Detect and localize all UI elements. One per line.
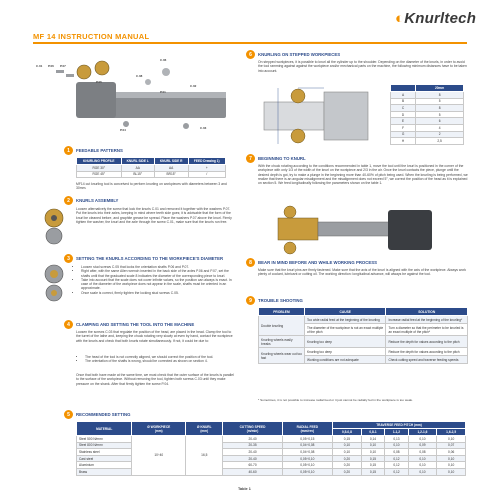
- part-label-p06: P.06: [48, 64, 54, 68]
- part-label-c01: C.01: [36, 64, 43, 68]
- table-cell: H: [391, 138, 416, 145]
- table-cell: Knurling too deep: [304, 336, 386, 348]
- recommended-setting-table: [76, 421, 466, 476]
- table-cell: 2,5: [416, 138, 464, 145]
- table-header-row: [77, 422, 466, 429]
- table-cell: RGE 30°: [77, 165, 122, 172]
- table-cell: Steel 800 N/mm²: [77, 442, 132, 449]
- table-cell: Brass: [77, 468, 132, 475]
- table-header-row: [391, 85, 464, 92]
- table-header: 1-1,2: [385, 429, 408, 436]
- page-title: MF 14 INSTRUCTION MANUAL: [33, 32, 150, 41]
- table-row: [391, 124, 464, 131]
- section-number: 6: [246, 50, 255, 59]
- trouble-shooting-table: [258, 307, 468, 364]
- table-header: [186, 422, 223, 436]
- table-cell: 0,10: [437, 455, 466, 462]
- table-cell: C: [391, 105, 416, 112]
- table-cell: 0,08: [385, 449, 408, 456]
- table-cell: 0,15: [361, 462, 384, 469]
- settings-table-body: [77, 436, 466, 476]
- list-item: • Take into account that the scale does not cover infinite values, so the position can always is exact. In case of the diameter of the workpiece does not appear in the scale, shafts must be oriented in an approximate.: [81, 278, 236, 291]
- table-cell: Check cutting speed and traverse feeding speeds: [386, 356, 468, 364]
- table-cell: 0,04÷0,08: [282, 442, 333, 449]
- part-label-p04: P.04: [120, 128, 126, 132]
- table-cell: A: [391, 92, 416, 99]
- table-cell: 20-35: [223, 442, 282, 449]
- table-cell: Knurling wheels wear out too fast: [259, 348, 305, 364]
- table-header: [282, 422, 333, 436]
- table-cell: 0,10: [408, 455, 437, 462]
- section-4-list: [80, 355, 236, 364]
- section-number: 2: [64, 196, 73, 205]
- table-row: [391, 98, 464, 105]
- section-7-body: With the chuck rotating according to the conditions recommended in table 1, move the tool until the knurl is positioned in the corner of the workpiece with only 1/3 of the width of the knurl on the workpiece and 2/3 in the air. Once the knurl contacts the piece, plunge until the desired depth is got, try to make a plunge in the beginning more than 40-60% of pitch being used. When the knurling is being performed, we realize that there is an angular misalignment and the misalignment does not exceed 5°, we correct the position of the head as it is explained on section 5. We feed longitudinally following the parameters shown on the table 1.: [258, 164, 468, 186]
- table-cell: 0,10: [385, 442, 408, 449]
- section-title: KNURLING ON STEPPED WORKPIECES: [258, 52, 341, 57]
- table-cell: 0,05÷0,10: [282, 462, 333, 469]
- table-cell: The diameter of the workpiece is not an exact multiple of the pitch: [304, 324, 386, 336]
- table-cell: 16,5: [186, 436, 223, 476]
- section-6-body: On stepped workpieces, it is possible to knurl all the cylinder up to the shoulder. Depending on the diameter of the knurls, in order to avoid the tool ramming against against the workpiece and/or mechanical parts on the machine, the following minimum distances have to be taken into account.: [258, 60, 467, 73]
- header-unit: (mm): [154, 428, 163, 433]
- part-label-p05: P.05: [96, 80, 102, 84]
- section-9-heading: [246, 296, 303, 305]
- header-label: RADIAL FEED: [296, 424, 319, 429]
- table-cell: RGE 45°: [77, 171, 122, 178]
- table-cell: BL15°: [121, 171, 154, 178]
- table-cell: 0,13: [385, 436, 408, 443]
- table-cell: E: [391, 118, 416, 125]
- table-cell: /: [188, 171, 225, 178]
- list-item: • Once scale is correct, firmly tighten the locking stud screws C.05.: [81, 291, 236, 295]
- part-label-c03: C.03: [200, 126, 207, 130]
- table-cell: 5: [416, 111, 464, 118]
- table-cell: 4: [416, 124, 464, 131]
- table-header: MATERIAL: [77, 422, 132, 436]
- table-header-row: [259, 308, 468, 316]
- table-cell: 0,10: [408, 468, 437, 475]
- table-cell: 0,05÷0,10: [282, 455, 333, 462]
- table-cell: 0,05÷0,10: [282, 468, 333, 475]
- list-item: • Loosen stud screws C.05 that locks the orientation shafts P.06 and P.07.: [81, 265, 236, 269]
- section-1-body: MF14 cut knurling tool is conceived to perform knurling on workpieces with diameters between 3 and 30mm.: [76, 182, 227, 191]
- table-cell: G: [391, 131, 416, 138]
- part-label-p07: P.07: [60, 64, 66, 68]
- section-title: RECOMMENDED SETTING: [76, 412, 131, 417]
- min-distance-table: [390, 84, 464, 145]
- table-row: [77, 165, 226, 172]
- table-cell: 8: [416, 92, 464, 99]
- table-cell: 0,10: [408, 436, 437, 443]
- header-label: CUTTING SPEED: [239, 424, 266, 429]
- table-cell: BR15°: [154, 171, 188, 178]
- table-cell: Steel 500 N/mm²: [77, 436, 132, 443]
- table-caption: Table 1: [238, 487, 251, 491]
- table-cell: 6: [416, 118, 464, 125]
- table-row: [391, 138, 464, 145]
- table-header: 0,5-0,8: [333, 429, 362, 436]
- table-row: [77, 436, 466, 443]
- list-item: • The orientation of the shafts is wrong, should be corrected as shown on section 4.: [85, 359, 236, 363]
- table-cell: Too wide radial feed at the beginning of the knurling: [304, 316, 386, 324]
- header-rule: [33, 42, 467, 44]
- header-unit: (m/min): [246, 428, 259, 433]
- section-title: BEAR IN MIND BEFORE AND WHILE WORKING PROCESS: [258, 260, 377, 265]
- table-cell: 0,12: [385, 468, 408, 475]
- table-cell: 0,10: [408, 462, 437, 469]
- trouble-shooting-note: * Sometimes, it is not possible to increase radial feed or it just cannot be radially fed in the workpiece is too weak.: [258, 398, 413, 402]
- table-header: TRAVERSE FEED PITCH (mm): [333, 422, 466, 429]
- table-cell: 0,10: [333, 442, 362, 449]
- table-cell: Turn a diameter so that the perimeter to be knurled is an exact multiple of the pitch*: [386, 324, 468, 336]
- table-cell: AA: [121, 165, 154, 172]
- list-item: • Right after, with the same Allen wrench inserted in the back side of the axles P.06 and P.07, set the shafts until that the graduated scale 8 indicates the diameter of the corresponding piece to knurl.: [81, 269, 236, 278]
- section-2-body: Loosen alternatively the screw that lock the knurls C.01 and removed it together with the washers P.07. Put the knurls into their axles, keeping in mind where teeth side goes; it is advisable that the form of the knurl be cleaned before, and graphite grease be spread. Place the washers P.07 above the knurl. Firmly tighten the washer, the knurl and the axle through the screw C.01, make sure that the knurls run free.: [76, 207, 232, 224]
- section-7-heading: [246, 154, 306, 163]
- section-6-heading: [246, 50, 340, 59]
- section-number: 1: [64, 146, 73, 155]
- table-cell: 0,14: [361, 436, 384, 443]
- table-cell: F: [391, 124, 416, 131]
- logo-text: Knurltech: [404, 10, 477, 27]
- table-cell: 0,12: [385, 462, 408, 469]
- table-row: [259, 348, 468, 356]
- table-cell: 5: [416, 98, 464, 105]
- knurling-start-illustration: [268, 204, 448, 256]
- table-cell: Knurling too deep: [304, 348, 386, 356]
- table-row: [391, 118, 464, 125]
- section-number: 9: [246, 296, 255, 305]
- table-cell: Cast steel: [77, 455, 132, 462]
- table-header: KNURLING PROFILE: [77, 158, 122, 165]
- stepped-workpiece-diagram: [258, 84, 378, 146]
- table-cell: 0,20: [333, 455, 362, 462]
- table-cell: Increase radial feed at the beginning of the knurling*: [386, 316, 468, 324]
- section-2-heading: [64, 196, 118, 205]
- section-3-list: [76, 265, 236, 295]
- table-cell: AA: [154, 165, 188, 172]
- table-cell: Reduce the depth for values according to the pitch: [386, 336, 468, 348]
- scale-setting-illustration: [40, 262, 70, 302]
- section-number: 7: [246, 154, 255, 163]
- logo-mark: ◐: [395, 10, 405, 27]
- section-5-heading: [64, 410, 130, 419]
- part-label-c08: C.08: [136, 74, 143, 78]
- table-cell: Aluminium: [77, 462, 132, 469]
- section-title: BEGINNING TO KNURL: [258, 156, 306, 161]
- table-cell: Stainless steel: [77, 449, 132, 456]
- section-title: CLAMPING AND SETTING THE TOOL INTO THE MACHINE: [76, 322, 195, 327]
- table-cell: 20-40: [223, 455, 282, 462]
- section-title: KNURLS ASSEMBLY: [76, 198, 119, 203]
- table-cell: 60-70: [223, 462, 282, 469]
- table-header: 1,2-1,6: [408, 429, 437, 436]
- table-header: SOLUTION: [386, 308, 468, 316]
- table-row: [77, 171, 226, 178]
- table-cell: 0,05÷0,15: [282, 436, 333, 443]
- section-number: 3: [64, 254, 73, 263]
- table-header: KNURL SIDE R: [154, 158, 188, 165]
- table-header: 1,6-2,5: [437, 429, 466, 436]
- table-cell: 0,04÷0,08: [282, 449, 333, 456]
- table-row: [259, 316, 468, 324]
- table-cell: 0,10: [361, 449, 384, 456]
- table-cell: 0,10: [361, 442, 384, 449]
- knurltech-logo: [395, 10, 476, 27]
- table-cell: 0,15: [333, 436, 362, 443]
- part-label-p01: P.01: [160, 90, 166, 94]
- table-header-row: [77, 158, 226, 165]
- table-cell: 0,10: [437, 462, 466, 469]
- table-cell: 8: [416, 105, 464, 112]
- section-title: FEEDABLE PATTERNS: [76, 148, 123, 153]
- table-cell: Working conditions are not adequate: [304, 356, 386, 364]
- table-header: 20mm: [416, 85, 464, 92]
- table-cell: 0,20: [333, 462, 362, 469]
- table-cell: B: [391, 98, 416, 105]
- table-cell: 0,20: [333, 468, 362, 475]
- table-header: KNURL SIDE L: [121, 158, 154, 165]
- list-item: • The head of the tool is not correctly aligned, we should correct the position of the tool.: [85, 355, 236, 359]
- section-title: SETTING THE KNURLS ACCORDING TO THE WORKPIECE'S DIAMETER: [76, 256, 224, 261]
- knurl-assembly-illustration: [40, 206, 70, 246]
- section-number: 5: [64, 410, 73, 419]
- section-title: TROUBLE SHOOTING: [258, 298, 303, 303]
- table-cell: 10÷40: [132, 436, 186, 476]
- table-cell: Reduce the depth for values according to the pitch: [386, 348, 468, 356]
- table-cell: Knurling wheels easily breaks: [259, 336, 305, 348]
- table-header: [132, 422, 186, 436]
- part-label-c06: C.06: [160, 58, 167, 62]
- table-header: [223, 422, 282, 436]
- table-cell: 40-60: [223, 468, 282, 475]
- table-cell: 2: [416, 131, 464, 138]
- table-cell: Double knurling: [259, 316, 305, 336]
- table-cell: 0,08: [408, 449, 437, 456]
- section-8-heading: [246, 258, 377, 267]
- table-cell: 0,07: [437, 442, 466, 449]
- table-cell: 0,10: [437, 468, 466, 475]
- table-header: [391, 85, 416, 92]
- table-header: PROBLEM: [259, 308, 305, 316]
- section-4-body-2: Once that both have made at the same time, we must check that the outer surface of the knurls is parallel to the surface of the workpiece. Without removing the tool, tighten both screws C.03 until they make pressure on the shank. After that firmly tighten the screw P.04.: [76, 373, 234, 386]
- section-number: 8: [246, 258, 255, 267]
- table-header: FEED Drawing 1): [188, 158, 225, 165]
- table-cell: D: [391, 111, 416, 118]
- table-row: [391, 92, 464, 99]
- section-4-heading: [64, 320, 194, 329]
- section-3-heading: [64, 254, 223, 263]
- header-unit: (mm/rev): [300, 428, 315, 433]
- section-8-body: Make sure that the knurl pins are firmly fastened. Make sure that the axis of the knurl is aligned with the axis of the workpiece. Always work plenty of coolant, lubricant or cutting oil. The working direction: longitudinal advance, will always be against the tool.: [258, 268, 467, 277]
- table-cell: 0,09: [408, 442, 437, 449]
- table-cell: +: [188, 165, 225, 172]
- table-header: 0,8-1: [361, 429, 384, 436]
- table-row: [391, 131, 464, 138]
- header-label: Ø KNURL: [197, 424, 212, 429]
- header-label: Ø WORKPIECE: [147, 424, 171, 429]
- table-cell: 0,10: [437, 436, 466, 443]
- table-cell: 0,10: [333, 449, 362, 456]
- table-cell: 20-40: [223, 436, 282, 443]
- section-number: 4: [64, 320, 73, 329]
- table-row: [391, 111, 464, 118]
- header-unit: (mm): [200, 428, 209, 433]
- part-label-c02: C.02: [190, 84, 197, 88]
- table-cell: 0,15: [361, 455, 384, 462]
- table-cell: 20-40: [223, 449, 282, 456]
- feed-patterns-table: [76, 157, 226, 178]
- table-cell: 0,06: [437, 449, 466, 456]
- table-cell: 0,15: [361, 468, 384, 475]
- section-1-heading: [64, 146, 123, 155]
- section-4-body: Loosen the screws C.03 that regulate the position of the head, are placed in the head. Clamp the tool to the turret of the lathe and, keeping the chuck rotating very slowly at even by hand, contact the workpiece with the knurls and check that both knurls rotate simultaneously. If not, it could be due to:: [76, 330, 233, 343]
- table-cell: 0,12: [385, 455, 408, 462]
- table-row: [259, 336, 468, 348]
- table-row: [391, 105, 464, 112]
- table-header: CAUSE: [304, 308, 386, 316]
